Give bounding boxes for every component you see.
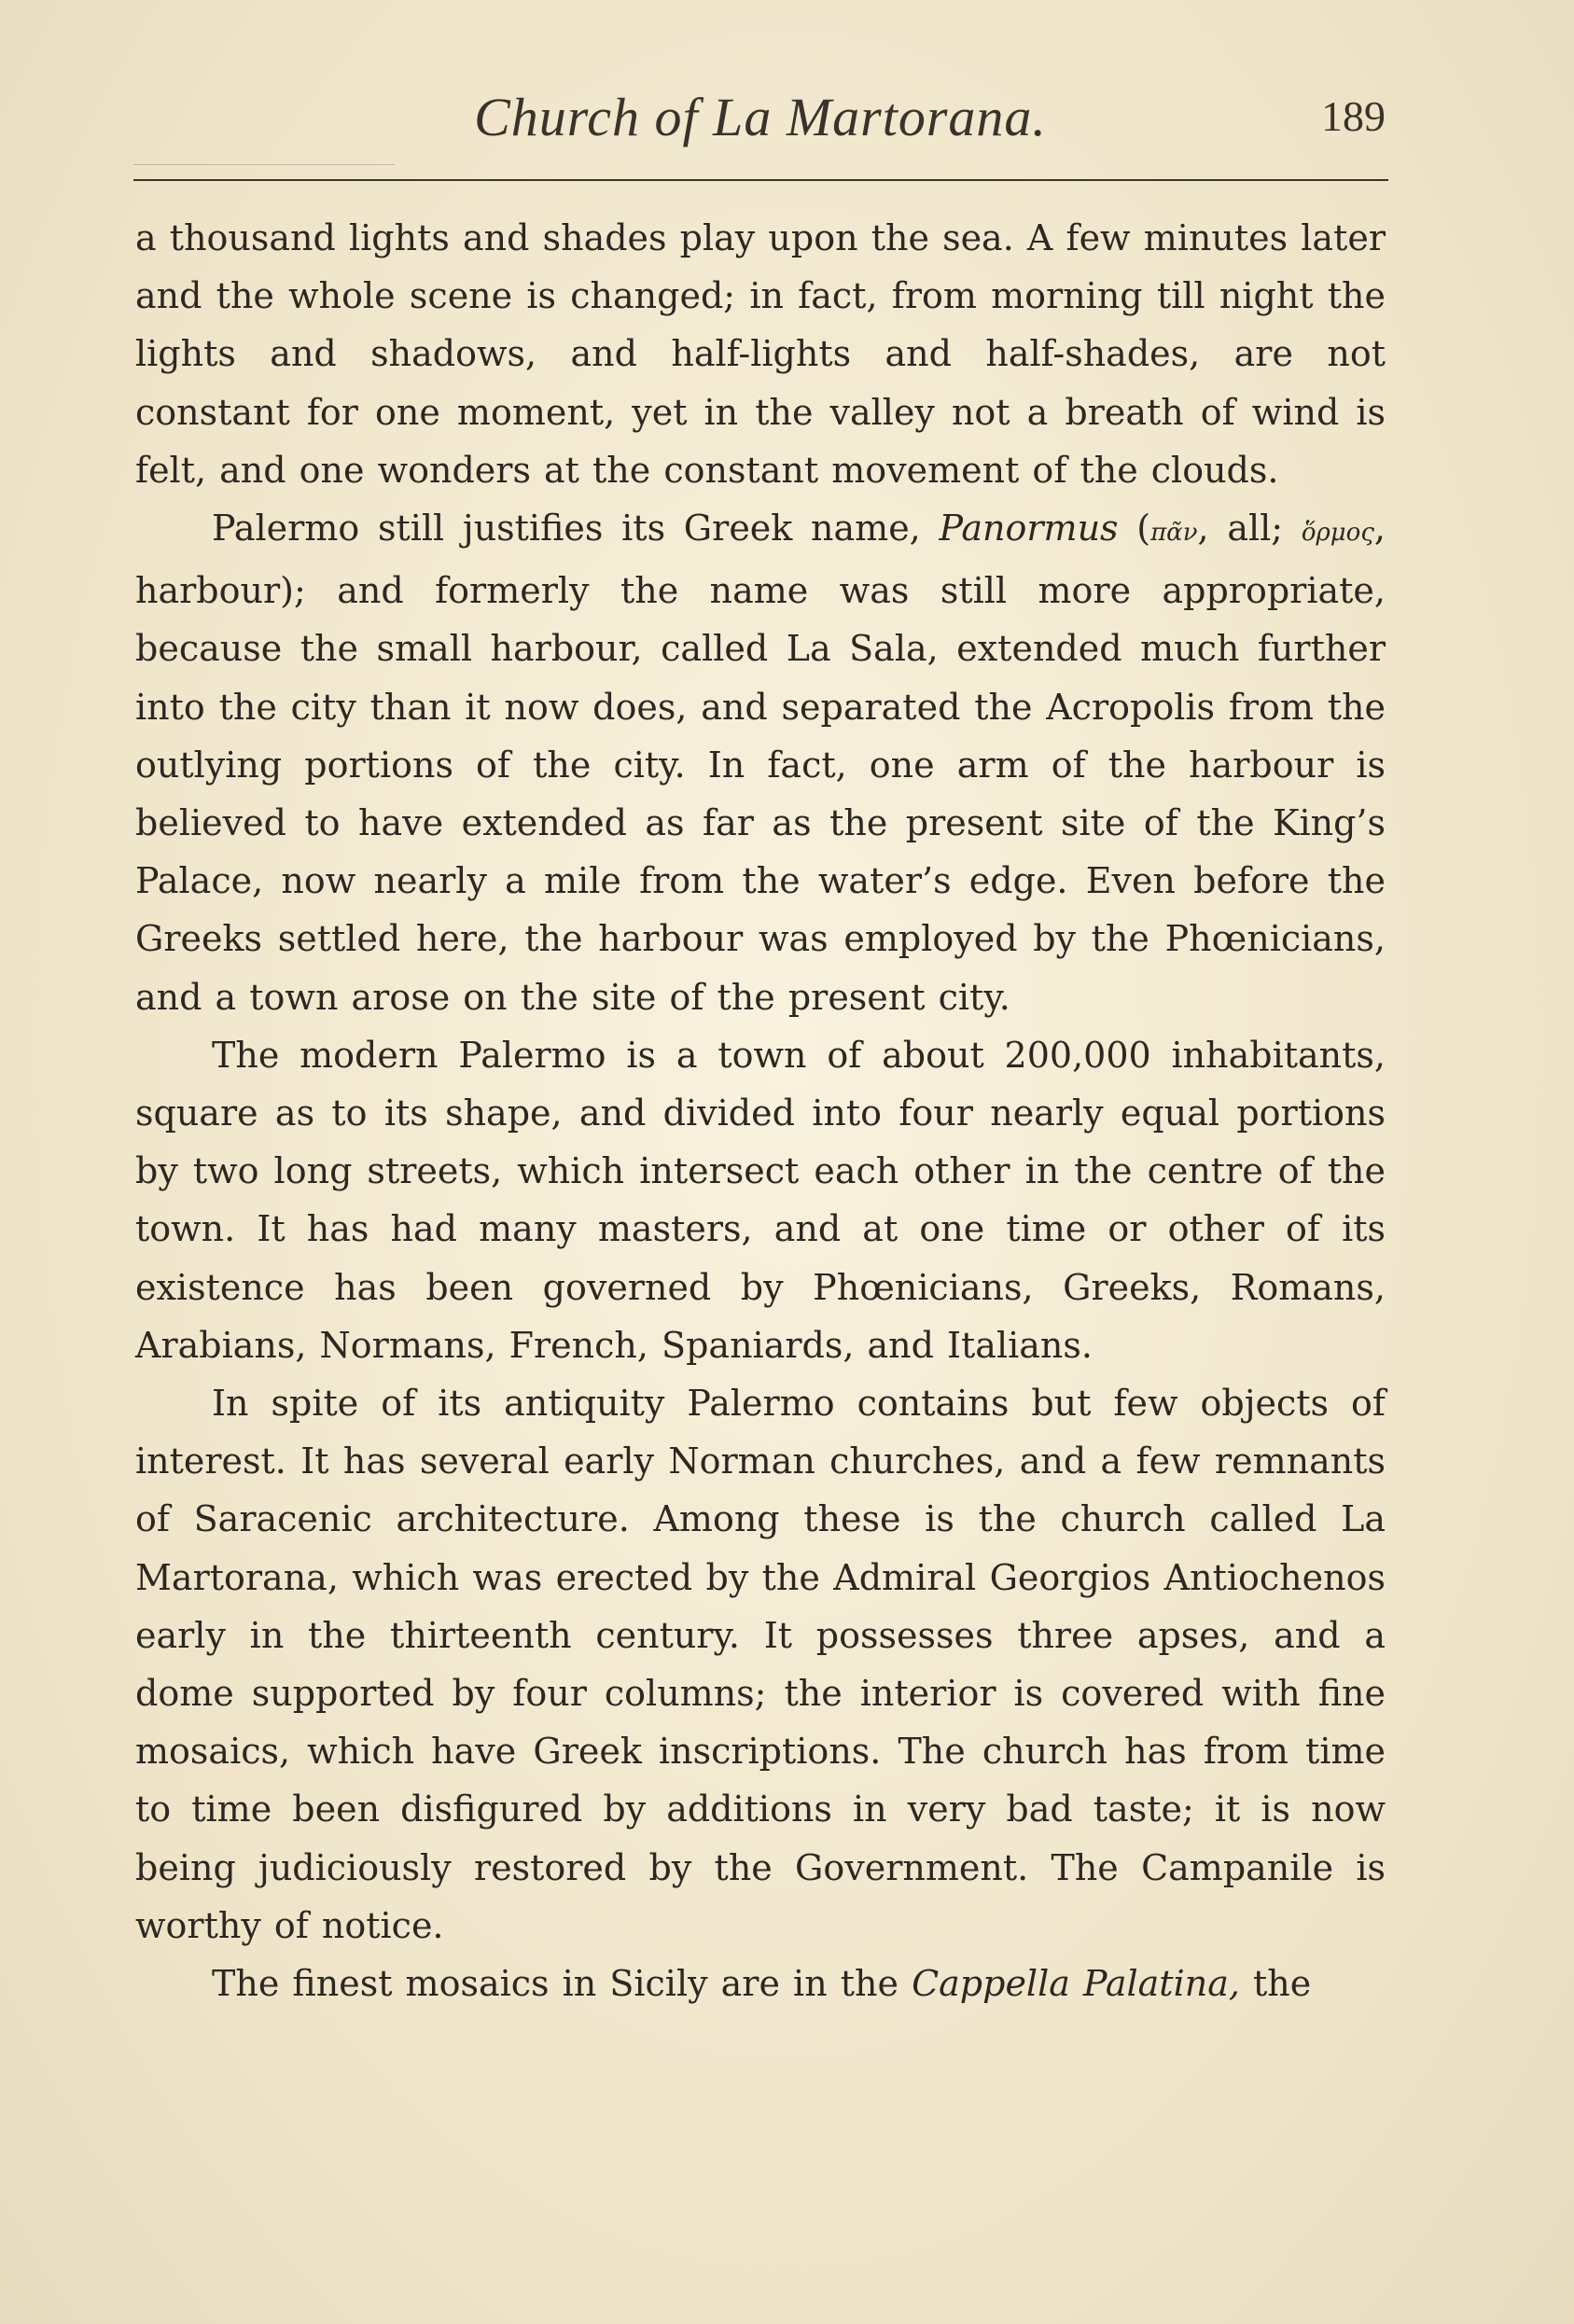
body-text — [135, 209, 1386, 2012]
text-run: The finest mosaics in Sicily are in the — [212, 1963, 912, 2005]
header-rule — [133, 179, 1388, 181]
text-run: a thousand lights and shades play upon the sea. A few minutes later and the whole scene is changed; in fact, from morning till night the lights and shadows, and half-lights and half-shades, are not constant for one moment, yet in the valley not a breath of wind is felt, and one wonders at the constant movement of the clouds. — [135, 217, 1386, 491]
page-number: 189 — [1321, 92, 1386, 140]
text-run: , harbour); and formerly the name was still more appropriate, because the small harbour, called La Sala, extended much further into the city than it now does, and separated the Acropolis from the outlying portions of the city. In fact, one arm of the harbour is believed to have extended as far as the present site of the King’s Palace, now nearly a mile from the water’s edge. Even before the Greeks settled here, the harbour was employed by the Phœnicians, and a town arose on the site of the present city. — [135, 508, 1386, 1018]
italic-text: Cappella Palatina, — [912, 1963, 1240, 2005]
running-head — [135, 86, 1386, 160]
running-title: Church of La Martorana. — [474, 87, 1047, 147]
greek-word: πᾶν — [1150, 519, 1198, 548]
italic-text: Panormus — [939, 508, 1119, 550]
text-run: In spite of its antiquity Palermo contains but few objects of interest. It has several early Norman churches, and a few remnants of Saracenic architecture. Among these is the church called La Martorana, which was erected by the Admiral Georgios Antiochenos early in the thirteenth century. It possesses three apses, and a dome supported by four columns; the interior is covered with fine mosaics, which have Greek inscriptions. The church has from time to time been disfigured by additions in very bad taste; it is now being judiciously restored by the Government. The Campanile is worthy of notice. — [135, 1383, 1386, 1946]
text-run: the — [1239, 1963, 1312, 2005]
paragraph — [135, 209, 1386, 499]
paragraph — [135, 1374, 1386, 1955]
text-run: ( — [1118, 508, 1151, 550]
text-run: , all; — [1197, 508, 1302, 550]
header-faint-rule — [133, 164, 395, 165]
text-run: Palermo still justifies its Greek name, — [212, 508, 940, 550]
paragraph — [135, 1026, 1386, 1374]
paragraph — [135, 1955, 1386, 2012]
paragraph — [135, 499, 1386, 1026]
greek-word: ὅρμος — [1301, 519, 1374, 548]
text-run: The modern Palermo is a town of about 200,000 inhabitants, square as to its shape, and divided into four nearly equal portions by two long streets, which intersect each other in the centre of the town. It has had many masters, and at one time or other of its existence has been governed by Phœnicians, Greeks, Romans, Arabians, Normans, French, Spaniards, and Italians. — [135, 1034, 1386, 1366]
